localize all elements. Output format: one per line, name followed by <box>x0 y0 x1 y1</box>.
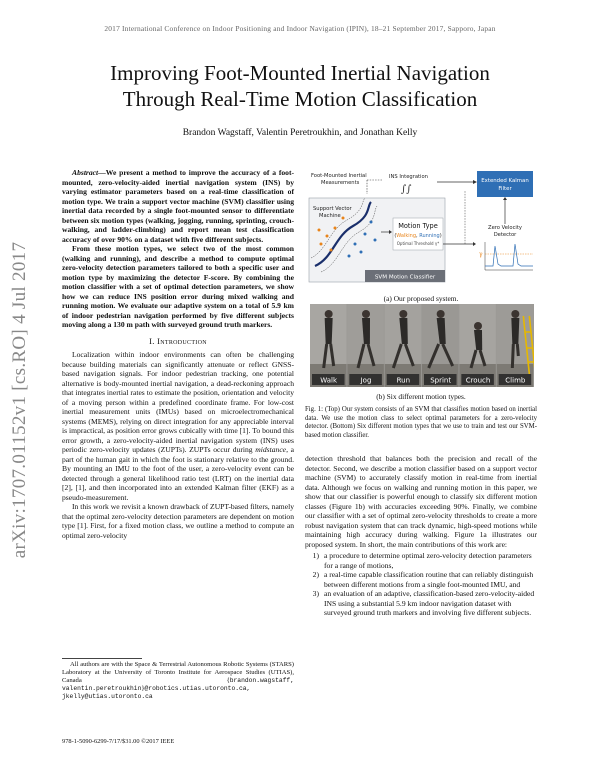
threshold-to-detector-arrowhead <box>473 242 476 246</box>
person-body <box>325 318 333 344</box>
contribution-item <box>305 570 537 589</box>
ins-to-ekf-arrowhead <box>473 180 477 184</box>
zv-to-ekf-arrowhead <box>503 197 507 200</box>
foot-imu-label-2: Measurements <box>321 180 360 186</box>
motion-label-run: Run <box>396 376 411 385</box>
person-head <box>437 310 445 318</box>
contribution-number: 2) <box>312 570 319 579</box>
figure-caption-b: (b) Six different motion types. <box>376 392 466 401</box>
author-emails: brandon.wagstaff, valentin.peretroukhin <box>62 677 294 692</box>
abstract-paragraph-1: Abstract—We present a method to improve the accuracy of a foot-mounted, zero-velocity-aided inertial navigation system (INS) by varying estimator parameters based on a real-time classification of motion type. We train a support vector machine (SVM) classifier using inertial data recorded by a single foot-mounted sensor to differentiate between six motion types (walking, jogging, running, sprinting, crouch-walking, and ladder-climbing) and report mean test classification accuracy of over 90% on a dataset with five different subjects. <box>62 168 294 244</box>
author-emails-domain: @robotics.utias.utoronto.ca, jkelly@utias.utoronto.ca <box>62 685 251 700</box>
optimal-threshold-label: Optimal Threshold γ* <box>396 241 440 246</box>
contribution-item <box>305 551 537 570</box>
abstract-paragraph-2: From these motion types, we select two of the most common (walking and running), and describe a method to compute optimal zero-velocity detection parameters tailored to both a specific user and motion type by maximizing the detector F-score. By combining the motion classifier with a set of optimal detection parameters, we show how we can reduce INS position error during mixed walking and running motion. We evaluate our adaptive system on a total of 5.9 km of indoor pedestrian navigation performed by five different subjects moving along a 130 m path with surveyed ground truth markers. <box>62 244 294 329</box>
section-heading-introduction: I. Introduction <box>149 335 207 346</box>
person-head <box>399 310 407 318</box>
intro-paragraph-2: In this work we revisit a known drawback of ZUPT-based filters, namely that the optimal zero-velocity detection parameters are dependent on motion type [1]. First, for a fixed motion class, we outline a method to compute an optimal zero-velocity <box>62 502 294 540</box>
author-affiliation-footnote: All authors are with the Space & Terrestrial Autonomous Robotic Systems (STARS) Laboratory at the University of Toronto Institute for Aerospace Studies (UTIAS), Canada {brandon.wagstaff, valentin.peretroukhin}@robotics.utias.utoronto.ca, jkelly@utias.utoronto.ca <box>62 661 294 700</box>
copyright-line: 978-1-5090-6299-7/17/$31.00 ©2017 IEEE <box>62 738 175 745</box>
arxiv-stamp <box>4 200 36 600</box>
person-head <box>474 322 482 330</box>
figure-1-caption: Fig. 1: (Top) Our system consists of an SVM that classifies motion based on inertial data. We use the motion class to select optimal parameters for a zero-velocity detector. (Bottom) Six different motion types that we use to train and test our SVM-based motion classifier. <box>305 406 537 439</box>
gamma-label: γ <box>479 251 483 258</box>
right-column <box>305 454 537 618</box>
conference-header: 2017 International Conference on Indoor Positioning and Indoor Navigation (IPIN), 18–21 September 2017, Sapporo, Japan <box>104 24 496 33</box>
contribution-item <box>305 589 537 618</box>
motion-label-jog: Jog <box>360 376 372 385</box>
midstance-term: midstance <box>255 445 287 454</box>
abstract-text-1: We present a method to improve the accuracy of a foot-mounted, zero-velocity-aided inertial navigation system (INS) by varying estimator parameters based on a real-time classification of motion type. We train a support vector machine (SVM) classifier using inertial data recorded by a single foot-mounted sensor to differentiate between six motion types (walking, jogging, running, sprinting, crouch-walking, and ladder-climbing) and report mean test classification accuracy of over 90% on a dataset with five different subjects. <box>62 168 294 244</box>
motion-type-label: Motion Type <box>398 222 438 230</box>
motion-label-climb: Climb <box>505 376 526 385</box>
person-head <box>511 310 519 318</box>
contribution-text: a real-time capable classification routine that can reliably distinguish between different motions from a single foot-mounted IMU, and <box>324 570 534 589</box>
introduction-body <box>62 350 294 540</box>
motion-label-walk: Walk <box>320 376 338 385</box>
zero-velocity-label-1: Zero Velocity <box>488 225 522 231</box>
person-body <box>511 318 519 344</box>
integral-symbol: ∫∫ <box>401 184 412 195</box>
svm-label-1: Support Vector <box>313 206 352 212</box>
paper-title <box>40 60 560 112</box>
title-line-1: Improving Foot-Mounted Inertial Navigation <box>110 61 490 85</box>
contribution-number: 3) <box>312 589 319 598</box>
ekf-box <box>477 171 533 197</box>
footnote-rule <box>62 658 142 659</box>
figure-caption-a: (a) Our proposed system. <box>383 294 459 303</box>
motion-photos <box>310 304 534 387</box>
ekf-label-1: Extended Kalman <box>481 178 529 184</box>
intro-paragraph-1: Localization within indoor environments can often be challenging because building materials can significantly attenuate or reflect GNSS-based navigation signals. For indoor pedestrian tracking, one potential alternative is body-mounted inertial navigation, a dead-reckoning approach that integrates inertial rates to estimate the position, orientation and velocity of a moving person within a predefined coordinate frame. For low-cost inertial measurement units (IMUs) based on microelectromechanical systems (MEMS), relying on direct integration for any appreciable interval is impractical, as position error grows cubically with time [1]. To bound this error growth, a zero-velocity-aided inertial navigation system (INS) uses periodic zero-velocity updates (ZUPTs). ZUPTs occur during midstance, a part of the human gait in which the foot is stationary relative to the ground. By mounting an IMU to the foot of the user, a zero-velocity event can be detected through a general likelihood ratio test (LRT) on the inertial data [2], [1], and then incorporated into an extended Kalman filter (EKF) as a pseudo-measurement. <box>62 350 294 502</box>
authors: Brandon Wagstaff, Valentin Peretroukhin, and Jonathan Kelly <box>182 128 418 138</box>
svm-label-2: Machine <box>319 213 341 219</box>
contributions-list <box>305 551 537 618</box>
arxiv-id: arXiv:1707.01152v1 [cs.RO] 4 Jul 2017 <box>9 241 30 559</box>
ins-integration-label: INS Integration <box>389 174 428 180</box>
person-head <box>362 310 370 318</box>
person-head <box>325 310 333 318</box>
detector-signal <box>485 244 533 266</box>
contributions-intro: detection threshold that balances both the precision and recall of the detector. Second, we describe a motion classifier based on a support vector machine (SVM) to accurately classify motion in real-time from inertial data. Although we focus on walking and running motion in this paper, we show that our classifier is powerful enough to classify six different motion classes (Figure 1b) with accuracies exceeding 90%. Finally, we combine our classifier with a set of optimal zero-velocity thresholds to create a more robust navigation system that can track dynamic, high-speed motions while maintaining high accuracy during walking. Figure 1a illustrates our proposed system. In short, the main contributions of this work are: <box>305 454 537 549</box>
system-diagram <box>305 166 537 286</box>
abstract-label: Abstract <box>72 168 99 177</box>
contribution-number: 1) <box>312 551 319 560</box>
left-column <box>62 168 294 540</box>
abstract <box>62 168 294 330</box>
contribution-text: a procedure to determine optimal zero-velocity detection parameters for a range of motions, <box>324 551 532 570</box>
motion-label-sprint: Sprint <box>430 376 452 385</box>
svm-classifier-label: SVM Motion Classifier <box>374 274 436 281</box>
ekf-label-2: Filter <box>498 186 512 192</box>
title-line-2: Through Real-Time Motion Classification <box>122 87 478 111</box>
motion-type-classes: (Walking, Running) <box>394 233 442 239</box>
zero-velocity-label-2: Detector <box>493 232 517 238</box>
contribution-text: an evaluation of an adaptive, classification-based zero-velocity-aided INS using a substantial 5.9 km indoor navigation dataset with surveyed ground truth markers and involving five different subjects. <box>324 589 535 617</box>
foot-imu-label: Foot-Mounted Inertial <box>311 173 367 179</box>
motion-label-crouch: Crouch <box>465 376 491 385</box>
